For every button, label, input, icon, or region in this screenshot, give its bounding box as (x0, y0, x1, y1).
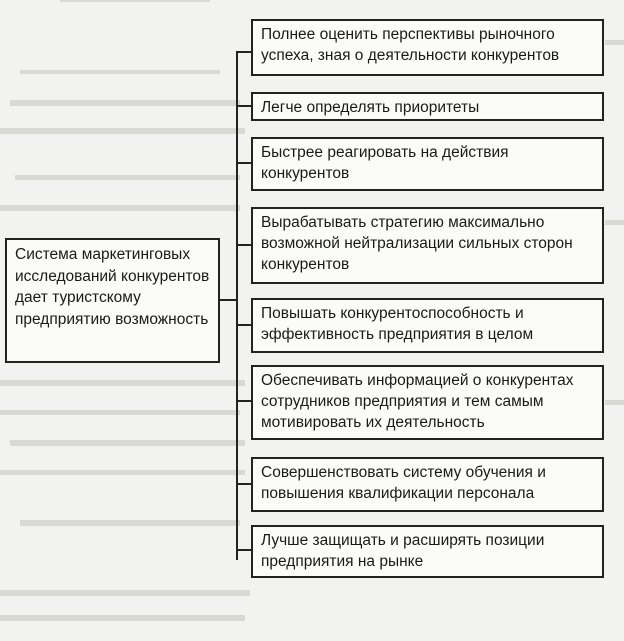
benefit-box: Быстрее реагировать на действия конкурентов (251, 137, 604, 191)
benefit-box: Полнее оценить перспективы рыночного успеха, зная о деятельности конкурентов (251, 19, 604, 76)
benefit-box: Совершенствовать систему обучения и повышения квалификации персонала (251, 457, 604, 512)
connector-branch (236, 244, 252, 246)
root-box: Система маркетинговых исследований конкурентов дает туристскому предприятию возможность (5, 238, 220, 363)
connector-branch (236, 324, 252, 326)
benefit-box: Вырабатывать стратегию максимально возможной нейтрализации сильных сторон конкурентов (251, 207, 604, 284)
benefit-box: Лучше защищать и расширять позиции предприятия на рынке (251, 525, 604, 578)
connector-branch (236, 162, 252, 164)
benefit-box: Легче определять приоритеты (251, 92, 604, 121)
connector-branch (236, 549, 252, 551)
connector-branch (236, 105, 252, 107)
benefit-box: Обеспечивать информацией о конкурентах сотрудников предприятия и тем самым мотивировать их деятельность (251, 365, 604, 440)
connector-branch (236, 483, 252, 485)
connector-branch (236, 400, 252, 402)
connector-root-stem (220, 299, 237, 301)
benefit-box: Повышать конкурентоспособность и эффективность предприятия в целом (251, 298, 604, 353)
connector-branch (236, 51, 252, 53)
